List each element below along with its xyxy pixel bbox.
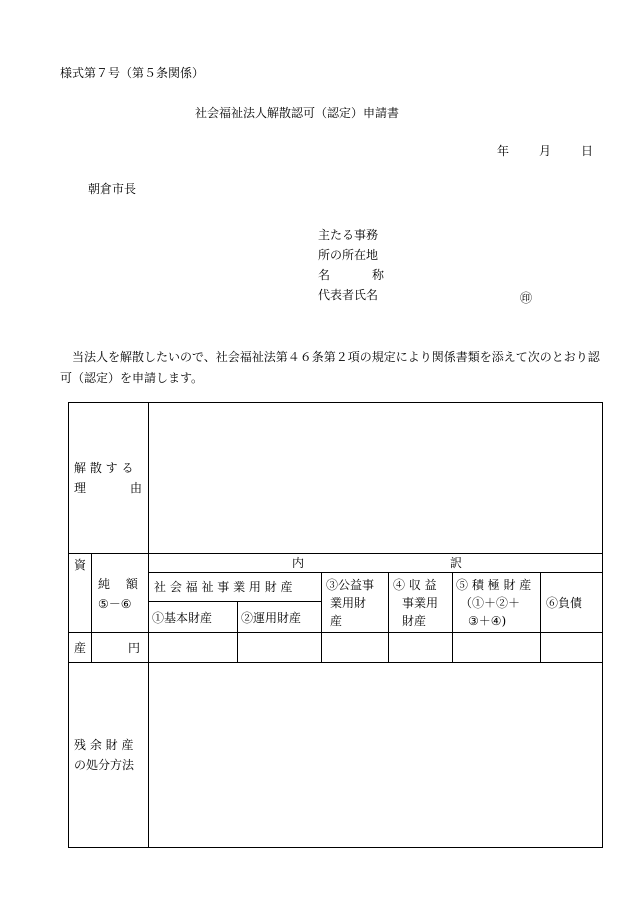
breakdown-label-a: 内 — [292, 556, 305, 570]
form-number: 様式第７号（第５条関係） — [60, 66, 205, 80]
reason-label-line2a: 理 — [74, 481, 87, 495]
name-label-a: 名 — [318, 268, 331, 282]
breakdown-label-b: 訳 — [450, 556, 463, 570]
residual-label-line1: 残 余 財 産 — [74, 738, 134, 752]
yen-unit: 円 — [128, 641, 141, 655]
date-day: 日 — [581, 144, 594, 158]
office-label-line1: 主たる事務 — [318, 228, 379, 242]
positive-property-line1: ⑤ 積 極 財 産 — [456, 578, 532, 592]
applicant-block — [318, 225, 384, 305]
name-label-b: 称 — [372, 268, 385, 282]
reason-label-line1: 解 散 す る — [74, 461, 134, 475]
welfare-property-header: 社 会 福 祉 事 業 用 財 産 — [154, 580, 293, 594]
profit-property-line2: 事業用 — [402, 596, 439, 610]
office-label-line2: 所の所在地 — [318, 248, 379, 262]
residual-label-line2: の処分方法 — [74, 758, 135, 772]
document-title: 社会福祉法人解散認可（認定）申請書 — [195, 106, 400, 120]
public-interest-line3: 産 — [330, 614, 343, 628]
date-line — [497, 145, 593, 157]
representative-label: 代表者氏名 — [318, 288, 379, 302]
public-interest-line2: 業用財 — [330, 596, 367, 610]
addressee: 朝倉市長 — [88, 182, 137, 196]
positive-property-line3: ③＋④) — [468, 614, 507, 628]
date-month: 月 — [539, 144, 552, 158]
positive-property-line2: （①＋②＋ — [460, 596, 521, 610]
profit-property-line3: 財産 — [402, 614, 427, 628]
operating-property-header: ②運用財産 — [241, 611, 302, 625]
net-amount-label: 純 額 — [98, 577, 138, 591]
application-statement: 当法人を解散したいので、社会福祉法第４６条第２項の規定により関係書類を添えて次のとおり認可（認定）を申請します。 — [60, 350, 600, 385]
name-label — [318, 265, 384, 285]
net-amount-formula: ⑤－⑥ — [98, 597, 132, 611]
public-interest-line1: ③公益事 — [326, 578, 375, 592]
reason-label-line2b: 由 — [130, 481, 143, 495]
seal-mark: ㊞ — [520, 291, 533, 305]
application-table — [68, 402, 603, 848]
assets-label-bottom: 産 — [74, 641, 87, 655]
date-year: 年 — [497, 144, 510, 158]
basic-property-header: ①基本財産 — [152, 611, 213, 625]
profit-property-line1: ④ 収 益 — [393, 578, 437, 592]
assets-label-top: 資 — [74, 558, 87, 572]
liabilities-header: ⑥負債 — [546, 596, 583, 610]
